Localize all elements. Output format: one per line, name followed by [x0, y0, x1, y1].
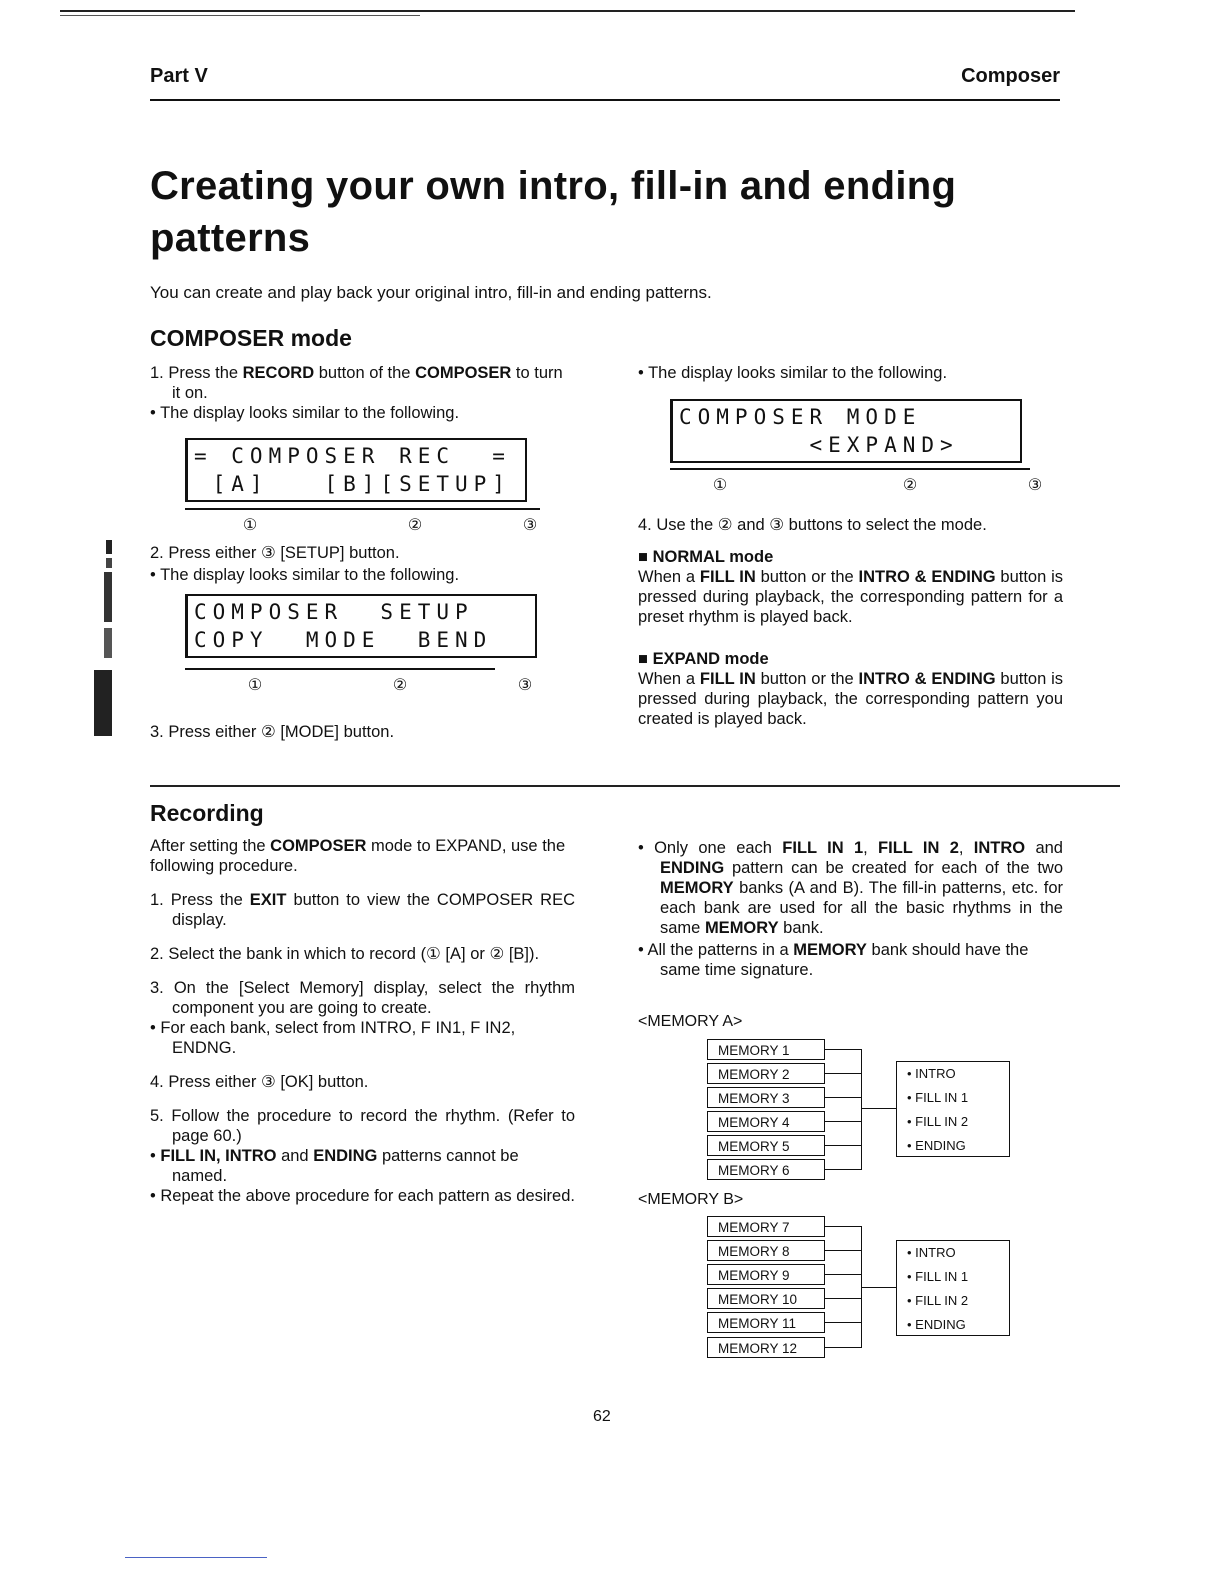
lcd-composer-setup	[185, 594, 537, 658]
lcd-line-1: = COMPOSER REC =	[194, 444, 511, 468]
connector	[861, 1108, 896, 1109]
header-rule	[150, 99, 1060, 101]
composer-mode-heading: COMPOSER mode	[150, 325, 352, 351]
memory-box: MEMORY 7	[707, 1216, 825, 1237]
connector	[825, 1274, 861, 1275]
recording-left-column	[150, 836, 575, 1206]
button-1-marker: ①	[247, 677, 263, 694]
connector	[825, 1347, 861, 1348]
memory-box: MEMORY 8	[707, 1240, 825, 1261]
composer-right-column	[638, 363, 1058, 383]
square-bullet-icon: ■	[638, 650, 648, 668]
rec-step-5: 5. Follow the procedure to record the rhythm. (Refer to page 60.)	[150, 1107, 575, 1145]
rec-step-5-bullet-1: • FILL IN, INTRO and ENDING patterns cannot be named.	[150, 1147, 519, 1185]
memory-b-title: <MEMORY B>	[638, 1191, 744, 1208]
button-3-marker: ③	[1027, 477, 1043, 494]
rec-step-3-bullet: • For each bank, select from INTRO, F IN1, F IN2, ENDNG.	[150, 1019, 516, 1057]
lcd-underline	[185, 508, 540, 510]
button-3-marker: ③	[522, 517, 538, 534]
lcd-line-1: COMPOSER MODE	[679, 405, 922, 429]
button-2-marker: ②	[392, 677, 408, 694]
composer-right-column-2	[638, 515, 1063, 729]
top-scan-line-2	[60, 15, 420, 16]
step-2-bullet: • The display looks similar to the following.	[150, 566, 460, 584]
rec-step-2: 2. Select the bank in which to record (① [A] or ② [B]).	[150, 945, 540, 963]
lcd-composer-mode	[670, 399, 1022, 463]
part-label: Part V	[150, 65, 208, 87]
rec-note-2: • All the patterns in a MEMORY bank should have the same time signature.	[638, 941, 1029, 979]
connector	[825, 1169, 861, 1170]
step-1: 1. Press the RECORD button of the COMPOSER to turn it on.	[150, 364, 563, 402]
lcd-buttons	[700, 476, 1065, 496]
connector	[825, 1226, 861, 1227]
pattern-type: • INTRO	[907, 1245, 956, 1260]
recording-heading: Recording	[150, 800, 264, 826]
memory-box: MEMORY 5	[707, 1135, 825, 1156]
composer-left-column	[150, 363, 570, 423]
lcd-line-1: COMPOSER SETUP	[194, 600, 474, 624]
recording-right-column	[638, 838, 1063, 980]
memory-box: MEMORY 1	[707, 1039, 825, 1060]
top-scan-line	[60, 10, 1075, 12]
rec-step-1: 1. Press the EXIT button to view the COMPOSER REC display.	[150, 891, 575, 929]
memory-box: MEMORY 12	[707, 1337, 825, 1358]
memory-box: MEMORY 10	[707, 1288, 825, 1309]
pattern-type: • ENDING	[907, 1138, 966, 1153]
connector	[825, 1145, 861, 1146]
step-4: 4. Use the ② and ③ buttons to select the mode.	[638, 516, 987, 534]
memory-a-title: <MEMORY A>	[638, 1013, 743, 1030]
pattern-type: • INTRO	[907, 1066, 956, 1081]
page-title: Creating your own intro, fill-in and ending patterns	[150, 164, 957, 260]
connector	[825, 1322, 861, 1323]
lcd-underline	[670, 468, 1030, 470]
button-1-marker: ①	[242, 517, 258, 534]
rec-step-4: 4. Press either ③ [OK] button.	[150, 1073, 369, 1091]
pattern-type: • FILL IN 1	[907, 1269, 969, 1284]
lcd-underline	[185, 668, 495, 670]
memory-box: MEMORY 11	[707, 1312, 825, 1333]
memory-box: MEMORY 6	[707, 1159, 825, 1180]
button-3-marker: ③	[517, 677, 533, 694]
pattern-type: • FILL IN 2	[907, 1293, 969, 1308]
expand-mode-title: ■ EXPAND mode	[638, 650, 769, 668]
connector	[825, 1250, 861, 1251]
connector	[825, 1073, 861, 1074]
normal-mode-title: ■ NORMAL mode	[638, 548, 774, 566]
connector	[825, 1097, 861, 1098]
pattern-type: • FILL IN 1	[907, 1090, 969, 1105]
square-bullet-icon: ■	[638, 548, 648, 566]
step-3-bullet: • The display looks similar to the following.	[638, 364, 948, 382]
section-divider	[150, 785, 1120, 787]
lcd-buttons	[225, 676, 555, 696]
composer-left-column-2	[150, 543, 570, 585]
connector-bus	[861, 1049, 862, 1170]
lcd-line-2: COPY MODE BEND	[194, 628, 493, 652]
connector	[825, 1298, 861, 1299]
normal-mode-text: When a FILL IN button or the INTRO & ENDING button is pressed during playback, the corresponding pattern for a preset rhythm is played back.	[638, 568, 1064, 626]
bottom-link-line	[125, 1557, 267, 1558]
rec-note-1: • Only one each FILL IN 1, FILL IN 2, INTRO and ENDING pattern can be created for each of the two MEMORY banks (A and B). The fill-in patterns, etc. for each bank are used for all the basic rhythms in the same MEMORY bank.	[638, 839, 1063, 937]
pattern-type-box-b	[896, 1240, 1010, 1336]
pattern-type-box-a	[896, 1061, 1010, 1157]
intro-text: You can create and play back your original intro, fill-in and ending patterns.	[150, 283, 712, 302]
recording-intro: After setting the COMPOSER mode to EXPAND, use the following procedure.	[150, 837, 566, 875]
rec-step-3: 3. On the [Select Memory] display, select the rhythm component you are going to create.	[150, 979, 575, 1017]
step-1-bullet: • The display looks similar to the following.	[150, 404, 460, 422]
margin-index-mark	[92, 540, 116, 740]
lcd-line-2: <EXPAND>	[679, 433, 959, 457]
expand-mode-text: When a FILL IN button or the INTRO & ENDING button is pressed during playback, the corresponding pattern you created is played back.	[638, 670, 1064, 728]
composer-left-column-3	[150, 722, 570, 742]
page-number: 62	[593, 1408, 611, 1425]
rec-step-5-bullet-2: • Repeat the above procedure for each pattern as desired.	[150, 1187, 575, 1205]
step-2: 2. Press either ③ [SETUP] button.	[150, 544, 400, 562]
section-label: Composer	[961, 65, 1060, 87]
pattern-type: • ENDING	[907, 1317, 966, 1332]
connector	[825, 1121, 861, 1122]
connector	[861, 1287, 896, 1288]
button-2-marker: ②	[407, 517, 423, 534]
button-1-marker: ①	[712, 477, 728, 494]
button-2-marker: ②	[902, 477, 918, 494]
lcd-composer-rec	[185, 438, 527, 502]
pattern-type: • FILL IN 2	[907, 1114, 969, 1129]
lcd-buttons	[220, 516, 570, 536]
memory-box: MEMORY 4	[707, 1111, 825, 1132]
memory-box: MEMORY 3	[707, 1087, 825, 1108]
memory-box: MEMORY 2	[707, 1063, 825, 1084]
lcd-line-2: [A] [B][SETUP]	[194, 472, 511, 496]
memory-box: MEMORY 9	[707, 1264, 825, 1285]
step-3: 3. Press either ② [MODE] button.	[150, 723, 395, 741]
connector	[825, 1049, 861, 1050]
